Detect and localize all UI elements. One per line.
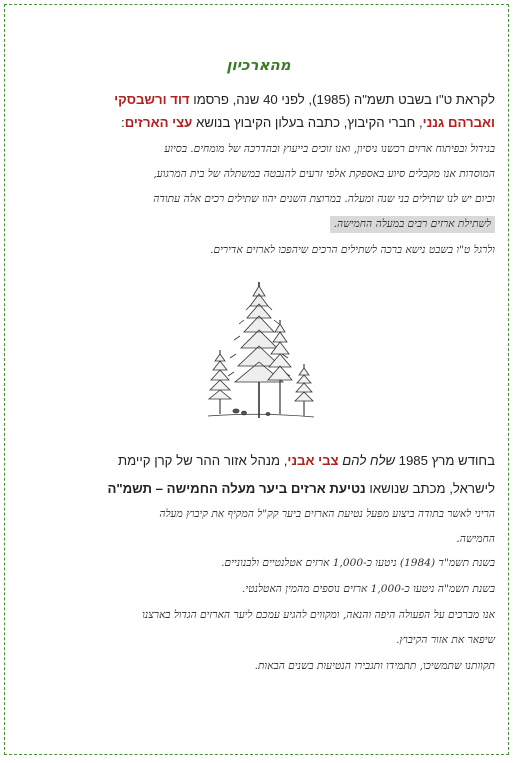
- topic-name: עצי הארזים: [124, 115, 193, 130]
- letter-subject: נטיעת ארזים ביער מעלה החמישה – תשמ"ה: [107, 481, 366, 496]
- intro-line-2: [14, 115, 495, 130]
- cedar-trees-illustration: [200, 280, 318, 420]
- intro-text: :: [121, 115, 125, 130]
- letter-quote-3: בשנת תשמ"ד (1984) ניטעו כ-1,000 ארזים אטלנטיים ולבנוניים.: [221, 557, 495, 569]
- quote-line-4: [14, 216, 495, 233]
- quote-line-3: וכיום יש לנו שתילים בני שנה ומעלה. במרוצת השנים יהוו שתילים רכים אלה עתודה: [153, 193, 495, 205]
- author-name-1: דוד ורשבסקי: [114, 92, 190, 107]
- highlighted-sentence: לשתילת ארזים רבים במעלה החמישה.: [330, 216, 495, 233]
- letter-text: לישראל, מכתב שנושאו: [365, 481, 495, 496]
- letter-quote-6: שיפאר את אזור הקיבוץ.: [396, 634, 495, 646]
- letter-quote-1: הריני לאשר בתודה ביצוע מפעל נטיעת הארזים ביער קק"ל המקיף את קיבוץ מעלה: [159, 508, 495, 520]
- quote-line-2: המוסדות אנו מקבלים סיוע באספקת אלפי זרעים להנבטה במשתלה של בית המרגוע,: [153, 168, 495, 180]
- letter-quote-2: החמישה.: [456, 533, 495, 545]
- intro-line-1: [14, 92, 495, 107]
- letter-line-1: [14, 453, 495, 468]
- intro-text: לקראת ט"ו בשבט תשמ"ה (1985), לפני 40 שנה, פרסמו: [189, 92, 495, 107]
- letter-text: בחודש מרץ 1985: [394, 453, 495, 468]
- letter-quote-7: תקוותנו שתמשיכו, תתמידו ותגבירו הנטיעות בשנים הבאות.: [254, 660, 495, 672]
- sender-name: צבי אבני: [287, 453, 339, 468]
- letter-text: שלח להם: [338, 453, 395, 468]
- letter-quote-4: בשנת תשמ"ה ניטעו כ-1,000 ארזים נוספים מהמין האטלנטי.: [241, 583, 495, 595]
- page-title: מהארכיון: [226, 56, 291, 74]
- author-name-2: ואברהם גנני: [422, 115, 495, 130]
- quote-line-5: ולרגל ט"ו בשבט נישא ברכה לשתילים הרכים שיהפכו לארזים אדירים.: [210, 244, 495, 256]
- letter-quote-5: אנו מברכים על הפעולה היפה והנאה, ומקווים להגיע עמכם ליער הארזים הגדול בארצנו: [142, 609, 495, 621]
- intro-text: , חברי הקיבוץ, כתבה בעלון הקיבוץ בנושא: [192, 115, 423, 130]
- quote-line-1: בגידול ובפיתוח ארזים רכשנו ניסיון, ואנו זוכים בייעוץ ובהדרכה של מומחים. בסיוע: [164, 143, 495, 155]
- letter-text: , מנהל אזור ההר של קרן קיימת: [118, 453, 288, 468]
- letter-line-2: [14, 481, 495, 496]
